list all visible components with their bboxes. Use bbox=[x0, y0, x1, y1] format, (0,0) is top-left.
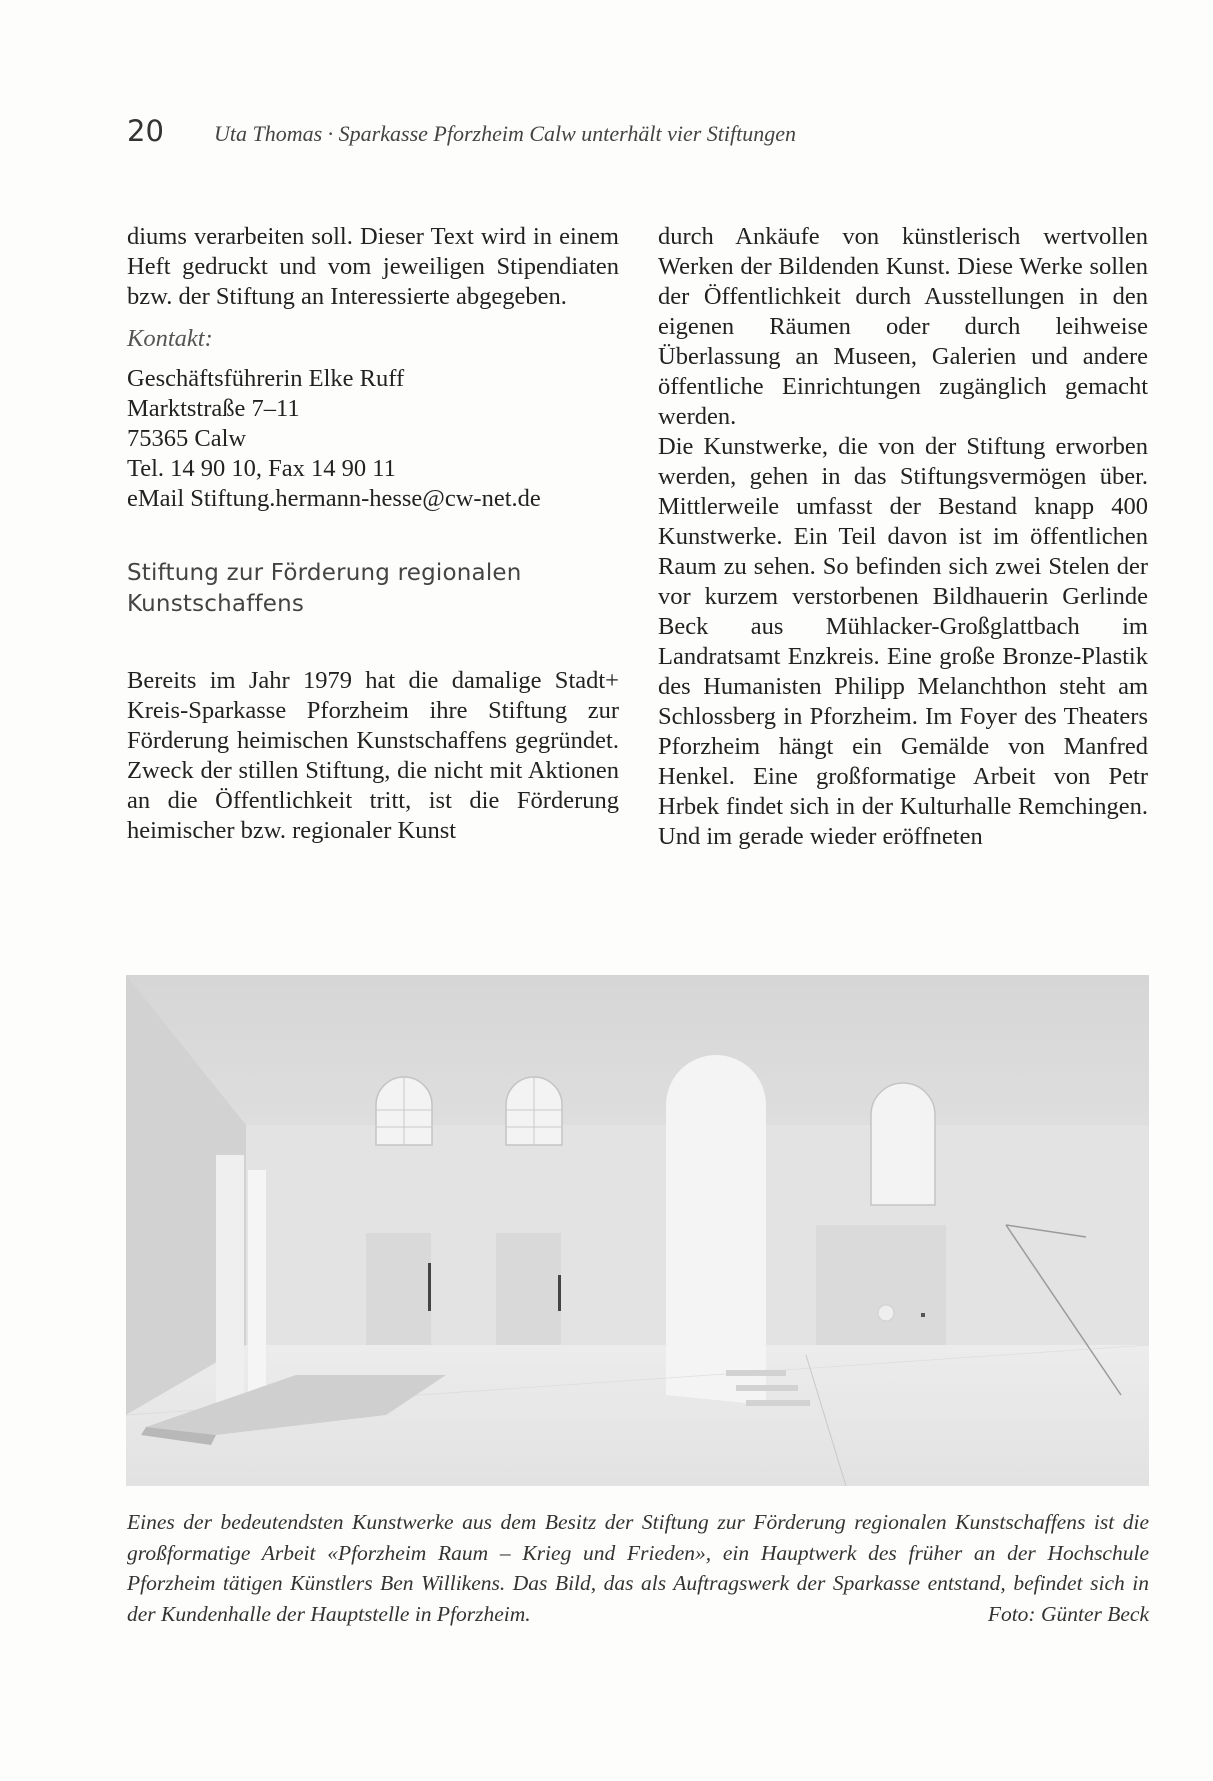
contact-line: Geschäftsführerin Elke Ruff bbox=[127, 365, 405, 392]
caption-text: Eines der bedeutendsten Kunstwerke aus dem Besitz der Stiftung zur Förderung regionalen Kunstschaffens ist die großformatige Arbeit «Pforzheim Raum – Krieg und Frieden», ein Hauptwerk des früher an der Hochschule Pforzheim tätigen Künstlers Ben Willikens. Das Bild, das als Auftragswerk der Sparkasse entstand, befindet sich in der Kundenhalle der Hauptstelle in Pforzheim. bbox=[127, 1510, 1149, 1626]
body-paragraph: durch Ankäufe von künstlerisch wertvollen Werken der Bildenden Kunst. Diese Werke sollen der Öffentlichkeit durch Ausstellungen in den eigenen Räumen oder durch leihweise Überlassung an Museen, Galerien und andere öffentliche Einrichtungen zugänglich gemacht werden. bbox=[658, 223, 1148, 430]
contact-address bbox=[127, 364, 619, 514]
left-column bbox=[127, 222, 619, 846]
artwork-illustration bbox=[126, 975, 1149, 1486]
page-number: 20 bbox=[127, 114, 164, 148]
figure-caption bbox=[127, 1507, 1149, 1629]
section-heading-line: Kunstschaffens bbox=[127, 591, 305, 617]
photo-credit: Foto: Günter Beck bbox=[987, 1601, 1149, 1626]
contact-email: eMail Stiftung.hermann-hesse@cw-net.de bbox=[127, 485, 541, 512]
right-column bbox=[658, 222, 1148, 852]
section-heading-line: Stiftung zur Förderung regionalen bbox=[127, 560, 522, 586]
contact-line: Tel. 14 90 10, Fax 14 90 11 bbox=[127, 455, 396, 482]
body-paragraph: Die Kunstwerke, die von der Stiftung erworben werden, gehen in das Stiftungsvermögen über. Mittlerweile umfasst der Bestand knapp 400 Kunstwerke. Ein Teil davon ist im öffentlichen Raum zu sehen. So befinden sich zwei Stelen der vor kurzem verstorbenen Bildhauerin Gerlinde Beck aus Mühlacker-Großglattbach im Landratsamt Enzkreis. Eine große Bronze-Plastik des Humanisten Philipp Melanchthon steht am Schlossberg in Pforzheim. Im Foyer des Theaters Pforzheim hängt ein Gemälde von Manfred Henkel. Eine großformatige Arbeit von Petr Hrbek findet sich in der Kulturhalle Remchingen. Und im gerade wieder eröffneten bbox=[658, 433, 1148, 850]
contact-line: 75365 Calw bbox=[127, 425, 247, 452]
body-paragraph: diums verarbeiten soll. Dieser Text wird in einem Heft gedruckt und vom jeweiligen Stipendiaten bzw. der Stiftung an Interessierte abgegeben. bbox=[127, 223, 619, 310]
section-heading bbox=[127, 558, 619, 620]
contact-line: Marktstraße 7–11 bbox=[127, 395, 300, 422]
running-head: Uta Thomas · Sparkasse Pforzheim Calw unterhält vier Stiftungen bbox=[214, 121, 796, 146]
artwork-photo bbox=[126, 975, 1149, 1486]
body-paragraph: Bereits im Jahr 1979 hat die damalige Stadt+ Kreis-Sparkasse Pforzheim ihre Stiftung zur Förderung heimischen Kunstschaffens gegründet. Zweck der stillen Stiftung, die nicht mit Aktionen an die Öffentlichkeit tritt, ist die Förderung heimischer bzw. regionaler Kunst bbox=[127, 667, 619, 844]
contact-label: Kontakt: bbox=[127, 325, 213, 352]
